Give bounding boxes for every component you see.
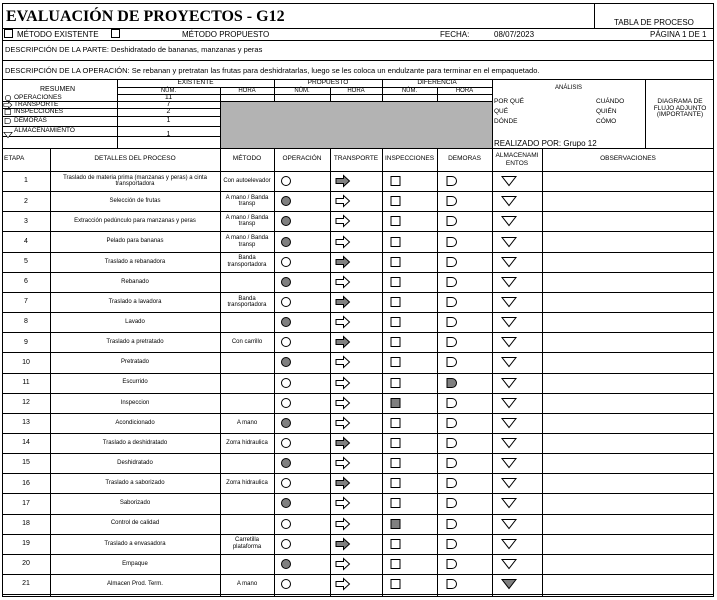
analysis-what: QUÉ bbox=[494, 108, 509, 115]
summary-row-num: 1 bbox=[166, 117, 171, 125]
operation-description: DESCRIPCIÓN DE LA OPERACIÓN: Se rebanan y pretratan las frutas para deshidratarlas, luego se les coloca un endulzante para terminar en el empaquetado. bbox=[5, 66, 540, 75]
step-detail: Traslado a rebanadora bbox=[104, 258, 166, 265]
step-number: 16 bbox=[22, 479, 30, 487]
summary-shade bbox=[221, 102, 492, 148]
step-method bbox=[222, 493, 272, 513]
step-number: 18 bbox=[22, 519, 30, 527]
inspection-square-icon[interactable] bbox=[387, 295, 405, 309]
transport-arrow-icon[interactable] bbox=[334, 194, 352, 208]
inspection-legend-icon bbox=[3, 108, 14, 116]
step-method bbox=[222, 453, 272, 473]
delay-d-icon[interactable] bbox=[443, 376, 461, 390]
step-detail: Traslado a pretratado bbox=[106, 339, 164, 346]
transport-arrow-icon[interactable] bbox=[334, 275, 352, 289]
summary-row-num: 11 bbox=[164, 94, 173, 102]
operation-circle-icon[interactable] bbox=[277, 436, 295, 450]
step-method: Con carrillo bbox=[231, 339, 263, 346]
summary-row-label: INSPECCIONES bbox=[14, 108, 64, 115]
step-number: 2 bbox=[24, 197, 28, 205]
step-detail: Acondicionado bbox=[115, 419, 155, 426]
storage-triangle-icon[interactable] bbox=[500, 476, 518, 490]
step-detail: Control de calidad bbox=[110, 520, 160, 527]
step-detail: Extracción pedúnculo para manzanas y peras bbox=[74, 218, 196, 225]
proposed-method-label: MÉTODO PROPUESTO bbox=[182, 30, 270, 39]
storage-triangle-icon[interactable] bbox=[500, 295, 518, 309]
delay-d-icon[interactable] bbox=[443, 295, 461, 309]
delay-d-icon[interactable] bbox=[443, 517, 461, 531]
operation-circle-icon[interactable] bbox=[277, 537, 295, 551]
col-header-observations: OBSERVACIONES bbox=[600, 155, 656, 163]
inspection-square-icon[interactable] bbox=[387, 355, 405, 369]
doc-type-label: TABLA DE PROCESO bbox=[614, 18, 694, 27]
step-number: 10 bbox=[22, 358, 30, 366]
page-title: EVALUACIÓN DE PROYECTOS - G12 bbox=[6, 8, 285, 25]
delay-d-icon[interactable] bbox=[443, 416, 461, 430]
step-number: 21 bbox=[22, 580, 30, 588]
storage-triangle-icon[interactable] bbox=[500, 214, 518, 228]
operation-circle-icon[interactable] bbox=[277, 214, 295, 228]
summary-title: RESUMEN bbox=[40, 86, 76, 93]
summary-row-num: 2 bbox=[166, 108, 171, 116]
operation-circle-icon[interactable] bbox=[277, 517, 295, 531]
delay-d-icon[interactable] bbox=[443, 255, 461, 269]
step-method: A mano / Banda transp bbox=[225, 215, 269, 228]
step-method bbox=[222, 272, 272, 292]
step-detail: Escurrido bbox=[122, 379, 148, 386]
storage-legend-icon bbox=[3, 131, 14, 139]
step-detail: Pelado para bananas bbox=[106, 238, 164, 245]
step-detail: Deshidratado bbox=[117, 460, 153, 467]
delay-d-icon[interactable] bbox=[443, 275, 461, 289]
summary-hora-header: HORA bbox=[347, 87, 365, 94]
col-header-storage: ALMACENAMIENTOS bbox=[495, 151, 539, 167]
inspection-square-icon[interactable] bbox=[387, 194, 405, 208]
storage-triangle-icon[interactable] bbox=[500, 315, 518, 329]
storage-triangle-icon[interactable] bbox=[500, 456, 518, 470]
operation-circle-icon[interactable] bbox=[277, 496, 295, 510]
date-label: FECHA: bbox=[440, 30, 470, 39]
operation-circle-icon[interactable] bbox=[277, 456, 295, 470]
operation-circle-icon[interactable] bbox=[277, 376, 295, 390]
step-number: 11 bbox=[22, 378, 30, 386]
col-header-delays: DEMORAS bbox=[448, 155, 481, 163]
col-header-details: DETALLES DEL PROCESO bbox=[94, 155, 176, 163]
part-description: DESCRIPCIÓN DE LA PARTE: Deshidratado de bananas, manzanas y peras bbox=[5, 45, 263, 54]
delay-d-icon[interactable] bbox=[443, 335, 461, 349]
inspection-square-icon[interactable] bbox=[387, 557, 405, 571]
transport-arrow-icon[interactable] bbox=[334, 436, 352, 450]
summary-group-proposed: PROPUESTO bbox=[307, 79, 349, 87]
operation-circle-icon[interactable] bbox=[277, 396, 295, 410]
inspection-square-icon[interactable] bbox=[387, 174, 405, 188]
transport-arrow-icon[interactable] bbox=[334, 496, 352, 510]
step-number: 17 bbox=[22, 499, 30, 507]
storage-triangle-icon[interactable] bbox=[500, 335, 518, 349]
step-detail: Traslado a saborizado bbox=[105, 480, 165, 487]
operation-circle-icon[interactable] bbox=[277, 235, 295, 249]
col-header-transport: TRANSPORTE bbox=[333, 155, 379, 163]
step-number: 20 bbox=[22, 560, 30, 568]
summary-hora-header: HORA bbox=[238, 87, 256, 94]
transport-arrow-icon[interactable] bbox=[334, 355, 352, 369]
transport-arrow-icon[interactable] bbox=[334, 295, 352, 309]
delay-d-icon[interactable] bbox=[443, 235, 461, 249]
delay-d-icon[interactable] bbox=[443, 355, 461, 369]
analysis-when: CUÁNDO bbox=[596, 98, 625, 105]
inspection-square-icon[interactable] bbox=[387, 436, 405, 450]
summary-group-existing: EXISTENTE bbox=[177, 79, 214, 87]
step-detail: Empaque bbox=[122, 560, 148, 567]
delay-d-icon[interactable] bbox=[443, 476, 461, 490]
summary-row-label: DEMORAS bbox=[14, 117, 47, 124]
summary-num-header: NÚM. bbox=[401, 87, 418, 94]
col-header-method: MÉTODO bbox=[232, 155, 262, 163]
step-method: A mano bbox=[236, 419, 258, 426]
step-method bbox=[222, 393, 272, 413]
step-method: A mano / Banda transp bbox=[225, 235, 269, 248]
step-number: 7 bbox=[24, 298, 28, 306]
delay-d-icon[interactable] bbox=[443, 557, 461, 571]
step-detail: Traslado a lavadora bbox=[108, 298, 162, 305]
delay-d-icon[interactable] bbox=[443, 496, 461, 510]
page-number: PÁGINA 1 DE 1 bbox=[650, 30, 707, 39]
operation-circle-icon[interactable] bbox=[277, 355, 295, 369]
analysis-who: QUIÉN bbox=[596, 108, 617, 115]
inspection-square-icon[interactable] bbox=[387, 275, 405, 289]
delay-legend-icon bbox=[3, 117, 14, 125]
operation-circle-icon[interactable] bbox=[277, 416, 295, 430]
rule bbox=[2, 594, 714, 595]
step-number: 5 bbox=[24, 257, 28, 265]
transport-arrow-icon[interactable] bbox=[334, 577, 352, 591]
step-detail: Traslado a deshidratado bbox=[102, 439, 168, 446]
step-method: A mano bbox=[236, 580, 258, 587]
transport-arrow-icon[interactable] bbox=[334, 376, 352, 390]
storage-triangle-icon[interactable] bbox=[500, 275, 518, 289]
step-method: A mano / Banda transp bbox=[225, 194, 269, 208]
inspection-square-icon[interactable] bbox=[387, 416, 405, 430]
delay-d-icon[interactable] bbox=[443, 315, 461, 329]
attached-flow-diagram-note: DIAGRAMA DE FLUJO ADJUNTO (IMPORTANTE) bbox=[653, 97, 707, 119]
delay-d-icon[interactable] bbox=[443, 194, 461, 208]
step-method bbox=[222, 554, 272, 574]
transport-arrow-icon[interactable] bbox=[334, 255, 352, 269]
summary-row-num: 1 bbox=[166, 131, 171, 139]
transport-arrow-icon[interactable] bbox=[334, 335, 352, 349]
step-detail: Inspeccion bbox=[120, 399, 150, 406]
analysis-how: CÓMO bbox=[596, 118, 617, 125]
inspection-square-icon[interactable] bbox=[387, 315, 405, 329]
transport-arrow-icon[interactable] bbox=[334, 517, 352, 531]
step-number: 1 bbox=[24, 177, 28, 185]
operation-circle-icon[interactable] bbox=[277, 335, 295, 349]
storage-triangle-icon[interactable] bbox=[500, 396, 518, 410]
inspection-square-icon[interactable] bbox=[387, 235, 405, 249]
step-detail: Traslado de materia prima (manzanas y peras) a cinta transportadora bbox=[63, 174, 207, 188]
delay-d-icon[interactable] bbox=[443, 174, 461, 188]
summary-num-header: NÚM. bbox=[160, 87, 177, 94]
inspection-square-icon[interactable] bbox=[387, 255, 405, 269]
inspection-square-icon[interactable] bbox=[387, 376, 405, 390]
transport-arrow-icon[interactable] bbox=[334, 557, 352, 571]
storage-triangle-icon[interactable] bbox=[500, 235, 518, 249]
step-number: 4 bbox=[24, 237, 28, 245]
step-method bbox=[222, 373, 272, 393]
proposed-method-checkbox[interactable] bbox=[111, 29, 120, 38]
step-number: 15 bbox=[22, 459, 30, 467]
step-number: 19 bbox=[22, 540, 30, 548]
col-header-operation: OPERACIÓN bbox=[282, 155, 322, 163]
inspection-square-icon[interactable] bbox=[387, 537, 405, 551]
inspection-square-icon[interactable] bbox=[387, 496, 405, 510]
step-method: Banda transportadora bbox=[227, 255, 267, 268]
operation-circle-icon[interactable] bbox=[277, 174, 295, 188]
storage-triangle-icon[interactable] bbox=[500, 496, 518, 510]
operation-circle-icon[interactable] bbox=[277, 194, 295, 208]
transport-arrow-icon[interactable] bbox=[334, 476, 352, 490]
storage-triangle-icon[interactable] bbox=[500, 416, 518, 430]
analysis-why: POR QUÉ bbox=[494, 98, 524, 105]
delay-d-icon[interactable] bbox=[443, 537, 461, 551]
title-divider bbox=[594, 3, 595, 28]
step-number: 12 bbox=[22, 399, 30, 407]
made-by: REALIZADO POR: Grupo 12 bbox=[494, 139, 597, 148]
delay-d-icon[interactable] bbox=[443, 214, 461, 228]
operation-circle-icon[interactable] bbox=[277, 275, 295, 289]
summary-hora-header: HORA bbox=[455, 87, 474, 94]
transport-arrow-icon[interactable] bbox=[334, 214, 352, 228]
summary-group-difference: DIFERENCIA bbox=[417, 79, 457, 87]
step-number: 9 bbox=[24, 338, 28, 346]
step-method: Con autoelevador bbox=[223, 177, 271, 184]
storage-triangle-icon[interactable] bbox=[500, 376, 518, 390]
step-method bbox=[222, 514, 272, 534]
storage-triangle-icon[interactable] bbox=[500, 174, 518, 188]
storage-triangle-icon[interactable] bbox=[500, 557, 518, 571]
step-detail: Lavado bbox=[125, 318, 145, 325]
analysis-where: DÓNDE bbox=[494, 118, 518, 125]
step-detail: Rebanado bbox=[121, 278, 149, 285]
delay-d-icon[interactable] bbox=[443, 456, 461, 470]
step-number: 8 bbox=[24, 318, 28, 326]
step-detail: Selección de frutas bbox=[109, 198, 161, 205]
operation-circle-icon[interactable] bbox=[277, 295, 295, 309]
step-method: Zorra hidraulica bbox=[226, 439, 268, 446]
step-detail: Almacen Prod. Term. bbox=[107, 580, 163, 587]
inspection-square-icon[interactable] bbox=[387, 476, 405, 490]
storage-triangle-icon[interactable] bbox=[500, 577, 518, 591]
step-method bbox=[222, 312, 272, 332]
delay-d-icon[interactable] bbox=[443, 577, 461, 591]
step-method: Zorra hidraulica bbox=[226, 480, 268, 487]
summary-row-num: 7 bbox=[166, 101, 171, 109]
inspection-square-icon[interactable] bbox=[387, 577, 405, 591]
inspection-square-icon[interactable] bbox=[387, 396, 405, 410]
existing-method-label: MÉTODO EXISTENTE bbox=[17, 30, 99, 39]
col-header-step: ETAPA bbox=[4, 155, 25, 163]
transport-arrow-icon[interactable] bbox=[334, 315, 352, 329]
storage-triangle-icon[interactable] bbox=[500, 537, 518, 551]
operation-circle-icon[interactable] bbox=[277, 557, 295, 571]
delay-d-icon[interactable] bbox=[443, 396, 461, 410]
analysis-title: ANÁLISIS bbox=[555, 85, 583, 91]
step-detail: Traslado a envasadora bbox=[104, 540, 166, 547]
transport-arrow-icon[interactable] bbox=[334, 416, 352, 430]
summary-row-label: TRANSPORTE bbox=[14, 101, 59, 108]
storage-triangle-icon[interactable] bbox=[500, 436, 518, 450]
summary-row-label: ALMACENAMIENTO bbox=[14, 127, 75, 134]
inspection-square-icon[interactable] bbox=[387, 456, 405, 470]
step-method: Banda transportadora bbox=[227, 295, 267, 308]
step-method: Carretilla plataforma bbox=[232, 537, 262, 550]
storage-triangle-icon[interactable] bbox=[500, 355, 518, 369]
storage-triangle-icon[interactable] bbox=[500, 517, 518, 531]
transport-arrow-icon[interactable] bbox=[334, 456, 352, 470]
inspection-square-icon[interactable] bbox=[387, 517, 405, 531]
step-detail: Saborizado bbox=[119, 500, 151, 507]
step-number: 14 bbox=[22, 439, 30, 447]
transport-arrow-icon[interactable] bbox=[334, 396, 352, 410]
storage-triangle-icon[interactable] bbox=[500, 194, 518, 208]
transport-arrow-icon[interactable] bbox=[334, 235, 352, 249]
step-method bbox=[222, 352, 272, 372]
operation-circle-icon[interactable] bbox=[277, 315, 295, 329]
storage-triangle-icon[interactable] bbox=[500, 255, 518, 269]
operation-circle-icon[interactable] bbox=[277, 476, 295, 490]
col-header-inspections: INSPECCIONES bbox=[384, 155, 435, 163]
summary-num-header: NÚM. bbox=[294, 87, 310, 94]
summary-row-label: OPERACIONES bbox=[14, 94, 62, 101]
step-detail: Pretratado bbox=[120, 359, 150, 366]
transport-arrow-icon[interactable] bbox=[334, 174, 352, 188]
operation-circle-icon[interactable] bbox=[277, 255, 295, 269]
date-value: 08/07/2023 bbox=[494, 30, 535, 39]
operation-circle-icon[interactable] bbox=[277, 577, 295, 591]
step-number: 13 bbox=[22, 419, 30, 427]
existing-method-checkbox[interactable] bbox=[4, 29, 13, 38]
transport-arrow-icon[interactable] bbox=[334, 537, 352, 551]
inspection-square-icon[interactable] bbox=[387, 335, 405, 349]
delay-d-icon[interactable] bbox=[443, 436, 461, 450]
step-number: 3 bbox=[24, 217, 28, 225]
step-number: 6 bbox=[24, 278, 28, 286]
inspection-square-icon[interactable] bbox=[387, 214, 405, 228]
